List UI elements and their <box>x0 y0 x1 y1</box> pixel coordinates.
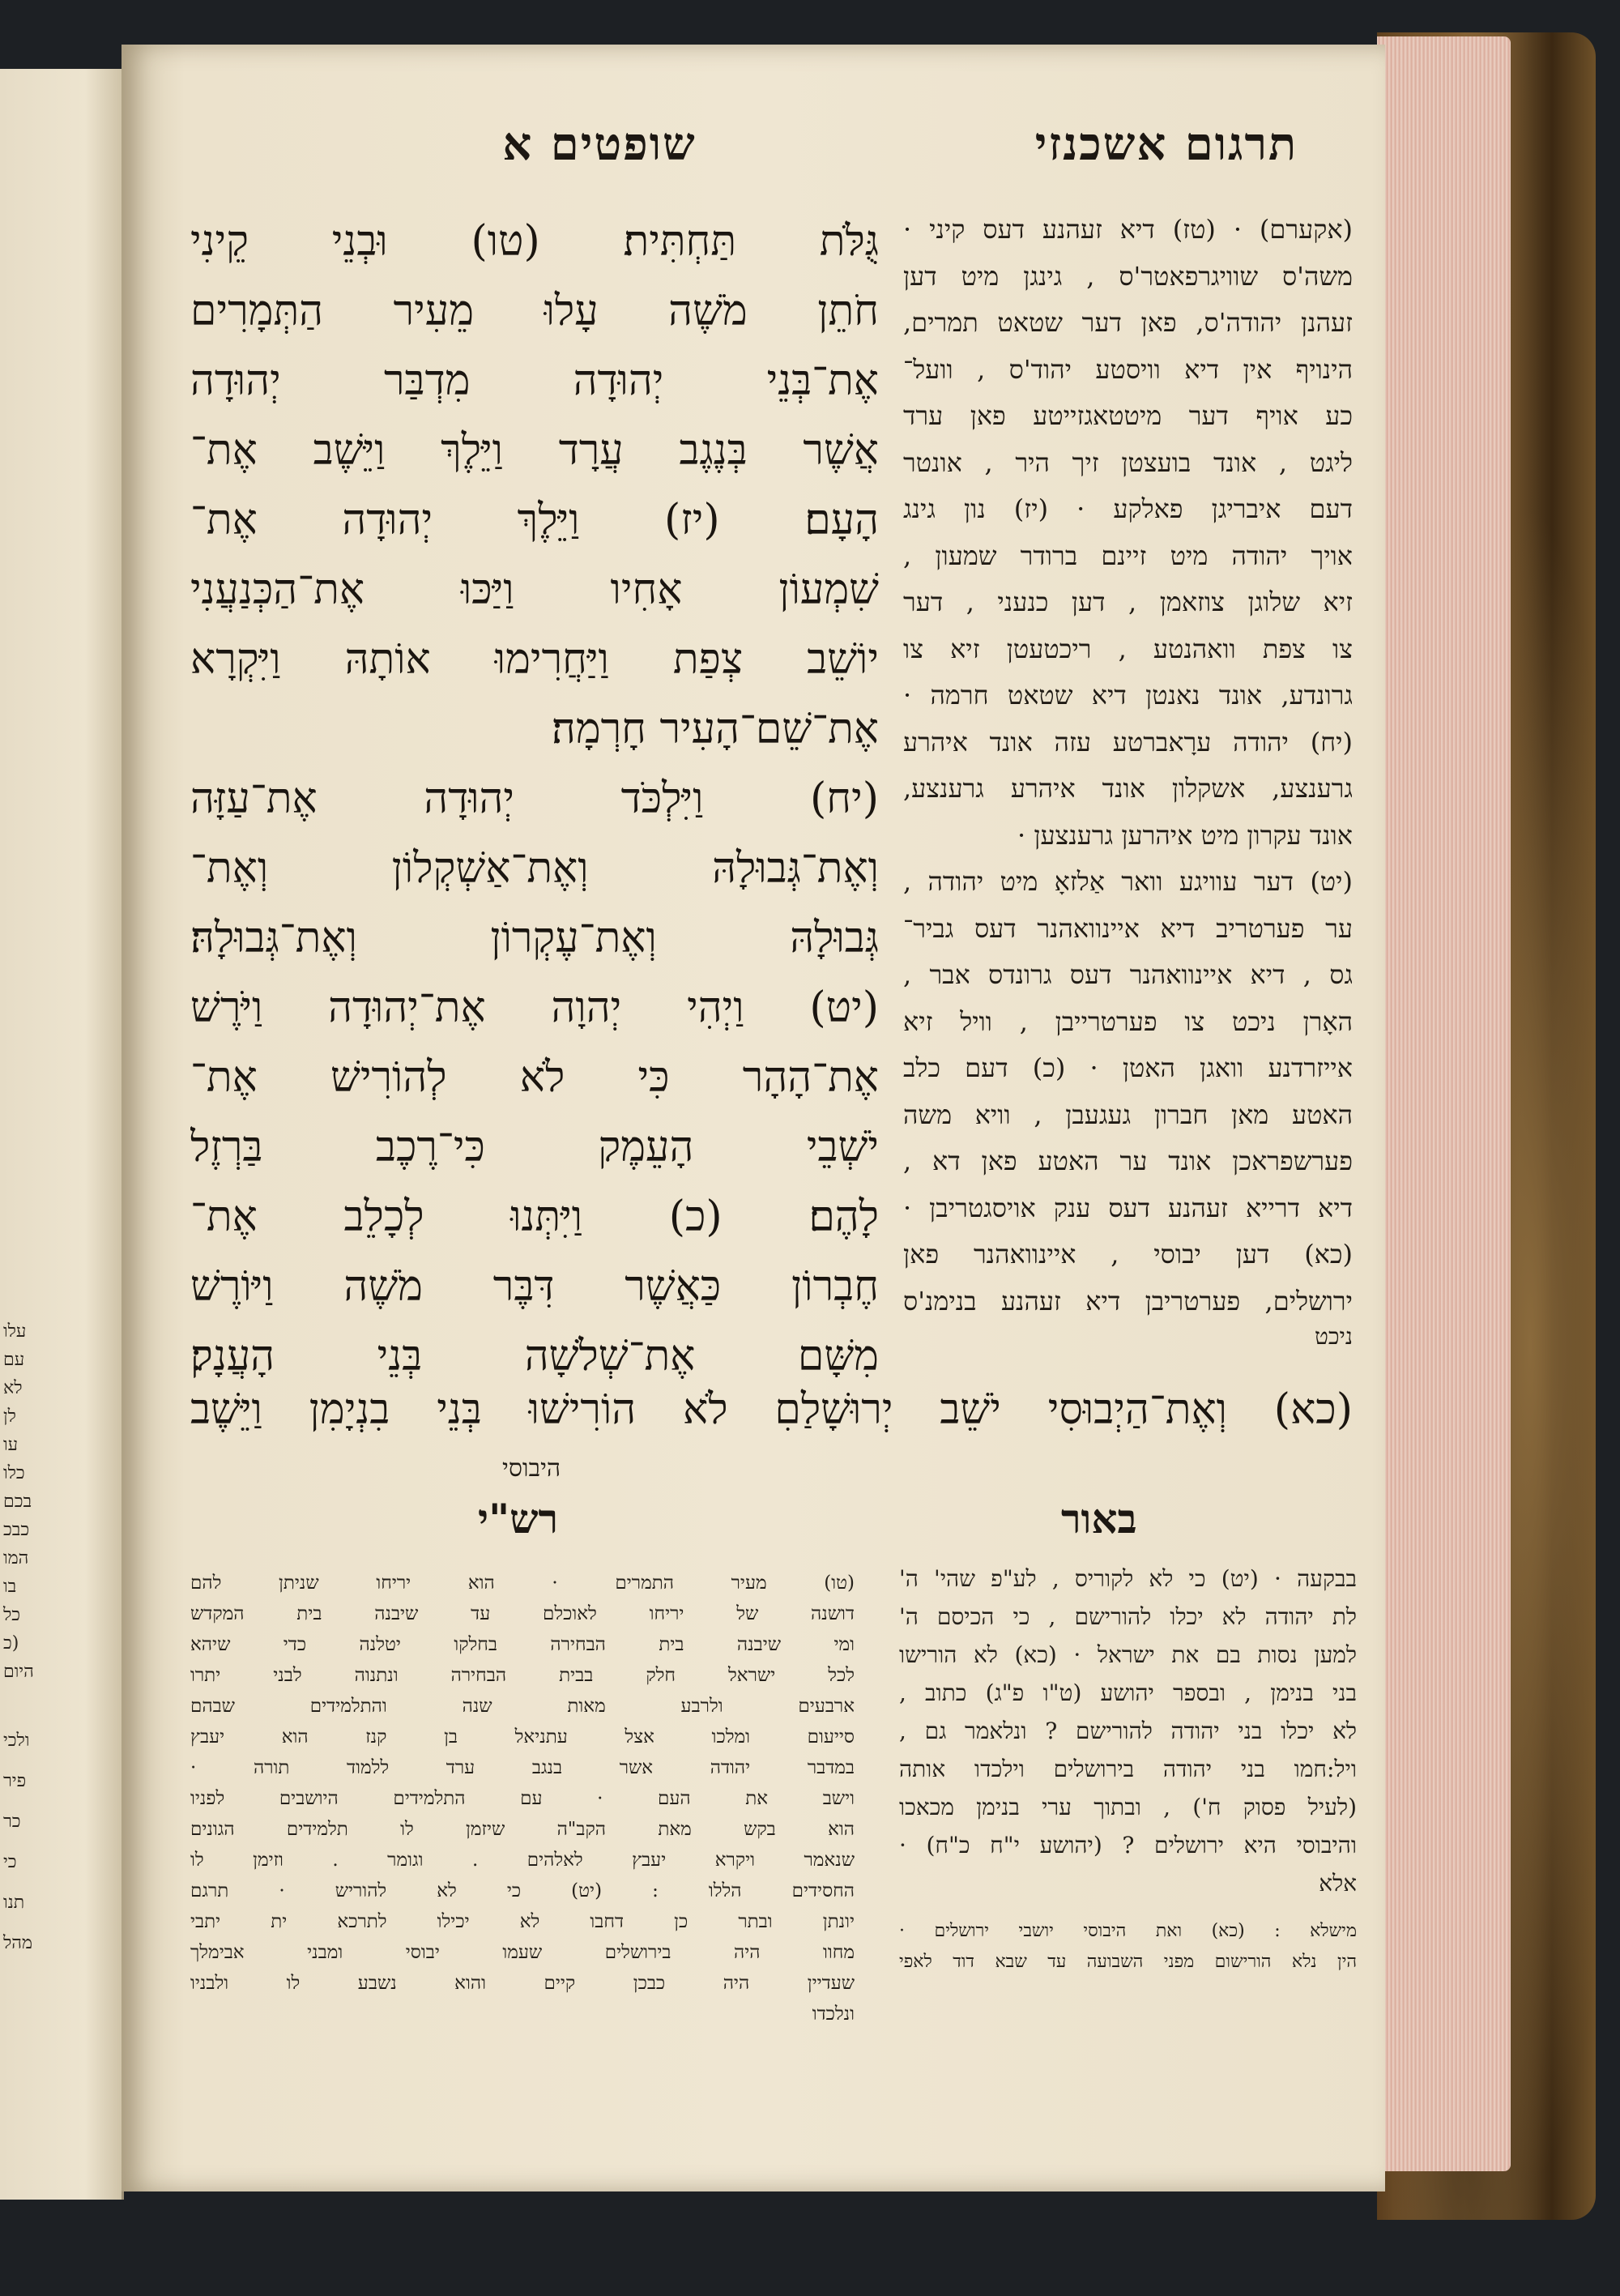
rashi-line: ונלכדו <box>812 2004 855 2025</box>
left-fragment: (כ <box>3 1633 19 1654</box>
yiddish-translation-column <box>903 207 1353 1349</box>
beur-line: והיבוסי היא ירושלים ? (יהושע י"ח כ"ח) · <box>899 1832 1357 1859</box>
left-fragment: עם <box>3 1350 25 1370</box>
verse-21-full-line: (כא) וְאֶת־הַיְבוּסִי יֹשֵׁב יְרוּשָׁלַםִ לֹא הוֹרִישׁוּ בְּנֵי בִנְיָמִן וַיֵּשֶׁב <box>190 1385 1353 1434</box>
hebrew-line: שִׁמְעוֹן אָחִיו וַיַּכּוּ אֶת־הַכְּנַעֲנִי <box>190 565 879 614</box>
bottom-line: הין נלא הורישום מפני השבועה עד שבא דוד לאפי <box>899 1952 1357 1972</box>
hebrew-line: אֶת־שֵׁם־הָעִיר חָרְמָה׃ <box>551 705 879 753</box>
yiddish-line: (יט) דער עוויגע וואר אַלזאָ מיט יהודה , <box>903 866 1353 897</box>
hebrew-line: גְּבוּלָהּ וְאֶת־עֶקְרוֹן וְאֶת־גְּבוּלָהּ׃ <box>190 914 879 962</box>
hebrew-line: גֻּלֹּת תַּחְתִּית׃ (טו) וּבְנֵי קֵינִי <box>190 217 879 266</box>
left-fragment: לא <box>3 1378 23 1398</box>
yiddish-line: ירושלים, פערטריבן דיא זעהנע בנימנ'ס <box>903 1285 1353 1317</box>
beur-line: ויל:חמו בני יהודה בירושלים וילכדו אותה <box>899 1756 1357 1782</box>
left-fragment: תנו <box>3 1893 25 1913</box>
left-fragment: כי <box>3 1852 17 1872</box>
yiddish-line: כע אויף דער מיטטאגזייטע פאן ערד <box>903 400 1353 431</box>
yiddish-line: זעהנן יהודה'ס, פאן דער שטאט תמרים, <box>903 307 1353 338</box>
yiddish-line: אייזרדנע וואגן האטן · (כ) דעם כלב <box>903 1052 1353 1083</box>
left-fragment: פיר <box>3 1771 27 1791</box>
yiddish-line: ניכט <box>1314 1325 1353 1349</box>
rashi-line: וישב את העם · עם התלמידים היושבים לפניו <box>190 1788 855 1809</box>
yiddish-line: הינויף אין דיא וויסטע יהוד'ס , וועל־ <box>903 353 1353 385</box>
beur-line: אלא <box>1319 1870 1357 1897</box>
left-fragment: המו <box>3 1548 29 1568</box>
left-fragment: עלו <box>3 1321 27 1342</box>
yiddish-line: אונד עקרון מיט איהרען גרענצען · <box>1017 819 1353 851</box>
hebrew-line: אֲשֶׁר בְּנֶגֶב עֲרָד וַיֵּלֶךְ וַיֵּשֶׁב אֶת־ <box>190 426 879 475</box>
beur-commentary <box>899 1560 1357 1902</box>
yiddish-line: דעם איבריגן פאלקע · (יז) נון גינג <box>903 493 1353 524</box>
beur-title: באור <box>1061 1495 1137 1543</box>
hebrew-line: (יט) וַיְהִי יְהוָה אֶת־יְהוּדָה וַיֹּרֶשׁ <box>190 984 879 1032</box>
hebrew-line: אֶת־בְּנֵי יְהוּדָה מִדְבַּר יְהוּדָה <box>190 356 879 405</box>
rashi-line: מחוו היה בירושלים שעמו יבוסי ומבני אבימלך <box>190 1942 855 1963</box>
rashi-line: החסידים הללו : (יט) כי לא להוריש · תרגם <box>190 1880 855 1901</box>
rashi-line: הוא בקש מאת הקב"ה שיזמן לו תלמידים הגונים <box>190 1819 855 1840</box>
rashi-title: רש"י <box>478 1495 559 1543</box>
left-fragment: בכם <box>3 1492 32 1512</box>
yiddish-line: גרונדע, אונד נאנטן דיא שטאט חרמה · <box>903 680 1353 711</box>
yiddish-line: האָרן ניכט צו פערטרייבן , וויל זיא <box>903 1005 1353 1037</box>
left-fragment: כלו <box>3 1463 25 1483</box>
right-page <box>122 45 1385 2191</box>
yiddish-line: ער פערטריב דיא איינוואהנר דעס גביר־ <box>903 912 1353 944</box>
beur-line: בבקעה · (יט) כי לא לקוריס , לע"פ שהי' ה' <box>899 1565 1357 1592</box>
left-fragment: ולכי <box>3 1731 30 1751</box>
yiddish-line: ליגט , אונד בועצטן זיך היר , אונטר <box>903 446 1353 478</box>
beur-line: בני בנימן , ובספר יהושע (ט"ו פ"ג) כתוב , <box>899 1679 1357 1706</box>
rashi-commentary <box>190 1568 855 2029</box>
left-fragment: כר <box>3 1812 21 1832</box>
beur-line: למען נסות בם את ישראל · (כא) לא הורישו <box>899 1641 1357 1668</box>
yiddish-line: פערשפראכן אונד ער האטע פאן דא , <box>903 1146 1353 1176</box>
running-head-translation: תרגום אשכנזי <box>1034 117 1298 171</box>
hebrew-line: יוֹשֵׁב צְפַת וַיַּחֲרִימוּ אוֹתָהּ וַיִּקְרָא <box>190 635 879 684</box>
rashi-line: דושנה של יריחו לאוכלם עד שיבנה בית המקדש <box>190 1603 855 1624</box>
rashi-line: שנאמר ויקרא יעבץ לאלהים . וגומר . וזימן לו <box>190 1850 855 1871</box>
hebrew-line: יֹשְׁבֵי הָעֵמֶק כִּי־רֶכֶב בַּרְזֶל <box>190 1123 879 1171</box>
hebrew-line: לָהֶם׃ (כ) וַיִּתְּנוּ לְכָלֵב אֶת־ <box>190 1193 879 1241</box>
yiddish-line: דיא דרייא זעהנע דעס ענק אויסגטריבן · <box>903 1192 1353 1223</box>
left-fragment: בו <box>3 1577 17 1597</box>
beur-line: (לעיל פסוק ח') , ובתוך ערי בנימן מכאכו <box>899 1794 1357 1820</box>
yiddish-line: צו צפת וואהנטע , ריכטעטן זיא צו <box>903 633 1353 664</box>
yiddish-line: (כא) דען יבוסי , איינוואהנר פאן <box>903 1239 1353 1270</box>
hebrew-line: חֹתֵן מֹשֶׁה עָלוּ מֵעִיר הַתְּמָרִים <box>190 287 879 335</box>
hebrew-line: חֶבְרוֹן כַּאֲשֶׁר דִּבֶּר מֹשֶׁה וַיּוֹרֶשׁ <box>190 1262 879 1311</box>
yiddish-line: זיא שלוגן צוזאמן , דען כנעני , דער <box>903 587 1353 617</box>
beur-line: לת יהודה לא יכלו להורישם , כי הכיסם ה' <box>899 1603 1357 1630</box>
yiddish-line: משה'ס שוויגרפאטר'ס , גינגן מיט דען <box>903 260 1353 292</box>
beur-line: לא יכלו בני יהודה להורישם ? ונלאמר גם , <box>899 1718 1357 1744</box>
left-fragment: היום <box>3 1662 34 1682</box>
rashi-line: לכל ישראל חלק בבית הבחירה ונתנוה לבני יתרו <box>190 1665 855 1686</box>
hebrew-text-column <box>190 207 879 1391</box>
left-page-edge <box>0 69 124 2200</box>
yiddish-line: (יח) יהודה ערָאברטע עזה אונד איהרע <box>903 726 1353 758</box>
left-fragment: לן <box>3 1406 16 1427</box>
running-head-book: שופטים א <box>502 117 697 171</box>
hebrew-line: הָעָם׃ (יז) וַיֵּלֶךְ יְהוּדָה אֶת־ <box>190 496 879 544</box>
page-stack <box>1377 36 1511 2171</box>
left-fragment: מהל <box>3 1933 32 1953</box>
hebrew-line: וְאֶת־גְּבוּלָהּ וְאֶת־אַשְׁקְלוֹן וְאֶת־ <box>190 844 879 893</box>
rashi-line: ומי שיבנה בית הבחירה בחלקו יטלנה כדי שיהא <box>190 1634 855 1655</box>
rashi-line: ארבעים ולרבע מאות שנה והתלמידים שבהם <box>190 1696 855 1717</box>
rashi-line: סייעום ומלכו אצל עתניאל בן קנז הוא יעבץ <box>190 1726 855 1748</box>
hebrew-line: (יח) וַיִּלְכֹּד יְהוּדָה אֶת־עַזָּה <box>190 775 879 823</box>
yiddish-line: אויך יהודה מיט זיינם ברודר שמעון , <box>903 540 1353 571</box>
yiddish-line: האטע מאן חברון געגעבן , וויא משה <box>903 1099 1353 1130</box>
bottom-line: מישלא : (כא) ואת היבוסי יושבי ירושלים · <box>899 1921 1357 1941</box>
yiddish-line: גס , דיא איינוואהנר דעס גרונדס אבר , <box>903 959 1353 990</box>
rashi-line: שעדיין היה כבכן קיים והוא נשבע לו ולבניו <box>190 1973 855 1994</box>
yiddish-line: (אקערם) · (טז) דיא זעהנע דעס קיני · <box>903 214 1353 245</box>
yiddish-line: גרענצע, אשקלון אונד איהרע גרענצע, <box>903 773 1353 804</box>
hebrew-line: אֶת־הָהָר כִּי לֹא לְהוֹרִישׁ אֶת־ <box>190 1053 879 1102</box>
left-fragment: עו <box>3 1435 19 1455</box>
left-fragment: כל <box>3 1605 21 1625</box>
catchword: היבוסי <box>502 1454 561 1483</box>
rashi-line: במדבר יהודה אשר בנגב ערד ללמוד תורה · <box>190 1757 855 1778</box>
left-fragment: כבכ <box>3 1520 30 1540</box>
commentary-bottom-lines <box>899 1916 1357 1978</box>
hebrew-line: מִשָּׁם אֶת־שְׁלֹשָׁה בְּנֵי הָעֲנָק׃ <box>190 1332 879 1381</box>
rashi-line: יונתן ובתר כן דחבו לא יכילו לתרכא ית יתבי <box>190 1911 855 1932</box>
rashi-line: (טו) מעיר התמרים · הוא יריחו שניתן להם <box>190 1573 855 1594</box>
